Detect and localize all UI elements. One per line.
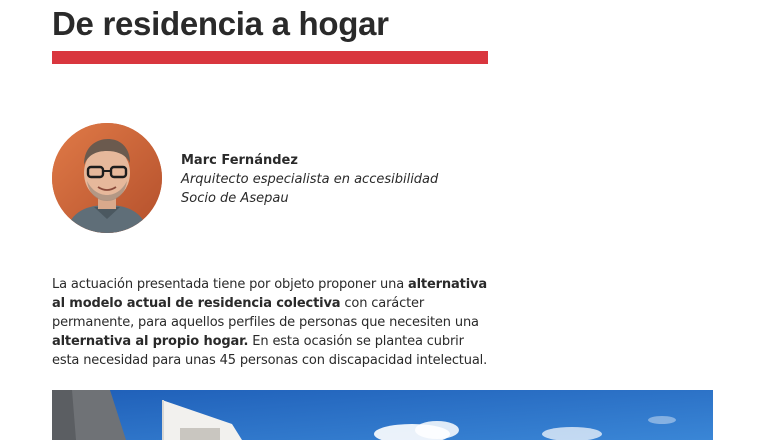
building-photo [52, 390, 713, 440]
intro-text-2: con carácter permanente, para aquellos perfiles de personas que necesiten una [52, 296, 479, 330]
intro-text-3: En esta ocasión se plantea cubrir esta necesidad para unas 45 personas con discapacidad intelectual. [52, 334, 488, 368]
article-title: De residencia a hogar [52, 5, 389, 42]
intro-bold-1: alternativa al modelo actual de residencia colectiva [52, 277, 487, 311]
intro-paragraph [52, 275, 492, 370]
author-role: Arquitecto especialista en accesibilidad [181, 172, 439, 187]
author-block [181, 151, 438, 208]
intro-bold-2: alternativa al propio hogar. [52, 334, 249, 349]
author-affiliation: Socio de Asepau [181, 191, 289, 206]
intro-text-1: La actuación presentada tiene por objeto proponer una [52, 277, 408, 292]
author-avatar [52, 123, 162, 233]
author-name: Marc Fernández [181, 153, 298, 168]
title-accent-bar [52, 51, 488, 64]
